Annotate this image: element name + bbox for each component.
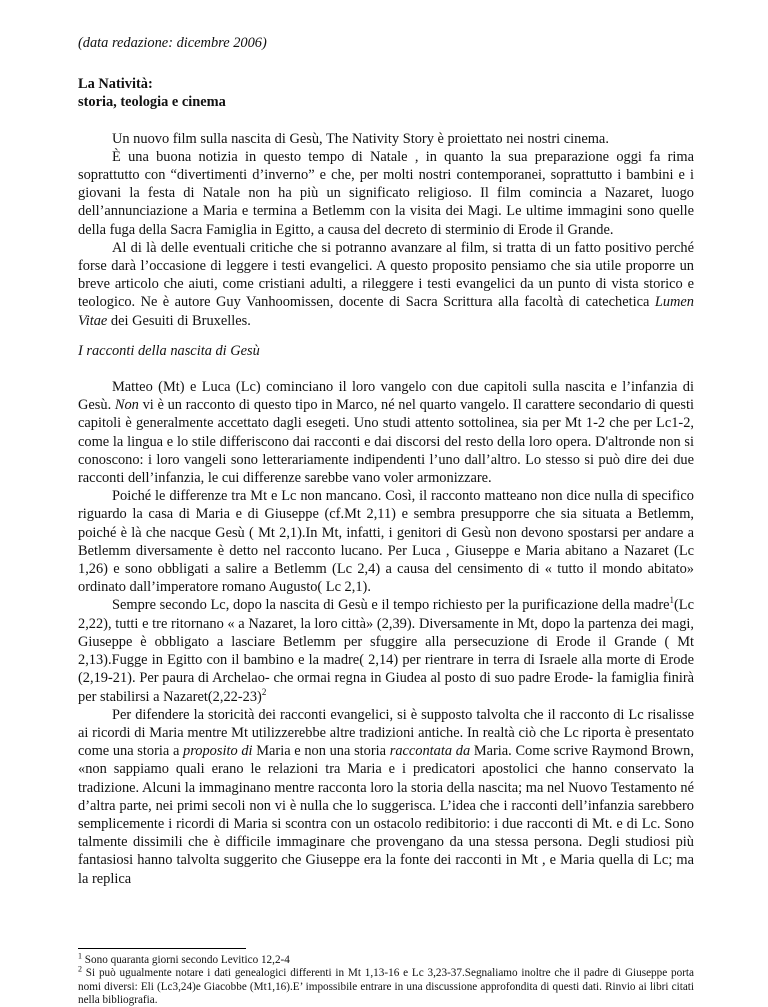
section-paragraph-4 — [78, 706, 694, 888]
footnotes — [78, 951, 694, 1007]
footnote-2 — [78, 964, 694, 1007]
document-page — [78, 34, 694, 888]
s-p4-text-b: Maria e non una storia — [252, 743, 390, 760]
footnote-1-number: 1 — [78, 951, 82, 961]
s-p1-text-b: vi è un racconto di questo tipo in Marco, né nel quarto vangelo. Il carattere secondario di questi capitoli è generalmente accettato dagli esegeti. Uno studi attento sottolinea, sia per Mt 1-2 che per Lc1-2, come la lingua e lo stile differiscono dai racconti e dai discorsi del resto della loro opera. D'altronde non si conoscono: i loro vangeli sono letterariamente indipendenti l’uno dall’altro. Lo stesso si può dire dei due racconti dell’infanzia, le cui differenze sarebbe vano voler armonizzare. — [78, 397, 694, 487]
intro-p3-text-a: Al di là delle eventuali critiche che si potranno avanzare al film, si tratta di un fatto positivo perché forse darà l’occasione di leggere i testi evangelici. A questo proposito pensiamo che sia utile proporre un breve articolo che aiuti, come cristiani adulti, a rileggere i testi evangelici da un punto di vista storico e teologico. Ne è autore Guy Vanhoomissen, docente di Sacra Scrittura alla facoltà di catechetica — [78, 239, 694, 311]
s-p4-italic-2: raccontata da — [389, 743, 471, 760]
title-line-2: storia, teologia e cinema — [78, 94, 226, 111]
intro-paragraph-1: Un nuovo film sulla nascita di Gesù, The Nativity Story è proiettato nei nostri cinema. — [112, 130, 609, 147]
footnote-ref-2[interactable]: 2 — [261, 686, 267, 697]
footnote-2-text: Si può ugualmente notare i dati genealogici differenti in Mt 1,13-16 e Lc 3,23-37.Segnaliamo inoltre che il padre di Giuseppe porta nomi diversi: Eli (Lc3,24)e Giacobbe (Mt1,16).E’ impossibile entrare in una discussione approfondita di questi dati. Rinvio ai libri citati nella bibliografia. — [78, 967, 694, 1006]
section-paragraph-1 — [78, 378, 694, 487]
intro-paragraph-3 — [78, 239, 694, 330]
date-note: (data redazione: dicembre 2006) — [78, 35, 267, 51]
intro-p3-text-b: dei Gesuiti di Bruxelles. — [107, 312, 251, 329]
s-p4-italic-1: proposito di — [183, 743, 253, 760]
s-p4-text-a: Per difendere la storicità dei racconti evangelici, si è supposto talvolta che il racconto di Lc risalisse ai ricordi di Maria mentre Mt utilizzerebbe altre tradizioni antiche. In realtà ciò che Lc riporta è presentato come una storia a — [78, 706, 694, 760]
section-heading: I racconti della nascita di Gesù — [78, 342, 260, 359]
title-line-1: La Natività: — [78, 76, 153, 93]
intro-p3-italic: Lumen Vitae — [78, 294, 694, 329]
footnote-ref-1[interactable]: 1 — [669, 595, 675, 606]
section-paragraph-2: Poiché le differenze tra Mt e Lc non mancano. Così, il racconto matteano non dice nulla di specifico riguardo la casa di Maria e di Giuseppe (cf.Mt 2,11) e sembra presupporre che sia situata a Betlemm, poiché è là che nacque Gesù ( Mt 2,1).In Mt, infatti, i genitori di Gesù non devono spostarsi per andare a Betlemm diversamente è detto nel racconto lucano. Per Luca , Giuseppe e Maria abitano a Nazaret (Lc 1,26) e sono obbligati a salire a Betlemm (Lc 2,4) a causa del censimento di « tutto il mondo abitato» ordinato dall’imperatore romano Augusto( Lc 2,1). — [78, 488, 694, 596]
intro-paragraph-2: È una buona notizia in questo tempo di Natale , in quanto la sua preparazione oggi fa rima soprattutto con “divertimenti d’inverno” e che, per molti nostri contemporanei, soprattutto i bambini e i giovani la festa di Natale non ha più un significato religioso. Il film comincia a Nazaret, luogo dell’annunciazione a Maria e termina a Betlemm con la visita dei Magi. Le ultime immagini sono quelle della fuga della Sacra Famiglia in Egitto, a causa del decreto di sterminio di Erode il Grande. — [78, 148, 694, 238]
s-p1-italic: Non — [114, 397, 139, 414]
footnote-divider — [78, 948, 246, 949]
document-title — [78, 75, 694, 111]
s-p4-text-c: Maria. Come scrive Raymond Brown, «non sappiamo quali erano le relazioni tra Maria e i predicatori apostolici che hanno conservato la tradizione. Alcuni la immaginano mentre racconta loro la storia della nascita; ma nel Nuovo Testamento né d’altra parte, nei primi secoli non vi è nulla che lo suggerisca. L’idea che i racconti dell’infanzia sarebbero semplicemente i ricordi di Maria si scontra con un ostacolo redibitorio: i due racconti di Mt. e di Lc. Sono talmente dissimili che è difficile immaginare che provengano da una stessa persona. Degli studiosi più fantasiosi hanno talvolta suggerito che Giuseppe era la fonte dei racconti in Mt , e Maria quella di Lc; ma la replica — [78, 743, 694, 887]
footnote-2-number: 2 — [78, 964, 82, 974]
s-p1-text-a: Matteo (Mt) e Luca (Lc) cominciano il loro vangelo con due capitoli sulla nascita e l’infanzia di Gesù. — [78, 379, 694, 414]
s-p3-text-b: (Lc 2,22), tutti e tre ritornano « a Nazaret, la loro città» (2,39). Diversamente in Mt, dopo la partenza dei magi, Giuseppe è obbligato a lasciare Betlemm per sfuggire alla persecuzione di Erode il Grande ( Mt 2,13).Fugge in Egitto con il bambino e la madre( 2,14) per rientrare in terra di Israele alla morte di Erode (2,19-21). Per paura di Archelao- che ormai regna in Giudea al posto di suo padre Erode- la famiglia finirà per stabilirsi a Nazaret(2,22-23) — [78, 597, 694, 705]
section-paragraph-3 — [78, 596, 694, 705]
footnote-1-text: Sono quaranta giorni secondo Levitico 12,2-4 — [82, 954, 290, 966]
footnote-1 — [78, 951, 694, 967]
s-p3-text-a: Sempre secondo Lc, dopo la nascita di Gesù e il tempo richiesto per la purificazione della madre — [112, 597, 670, 614]
